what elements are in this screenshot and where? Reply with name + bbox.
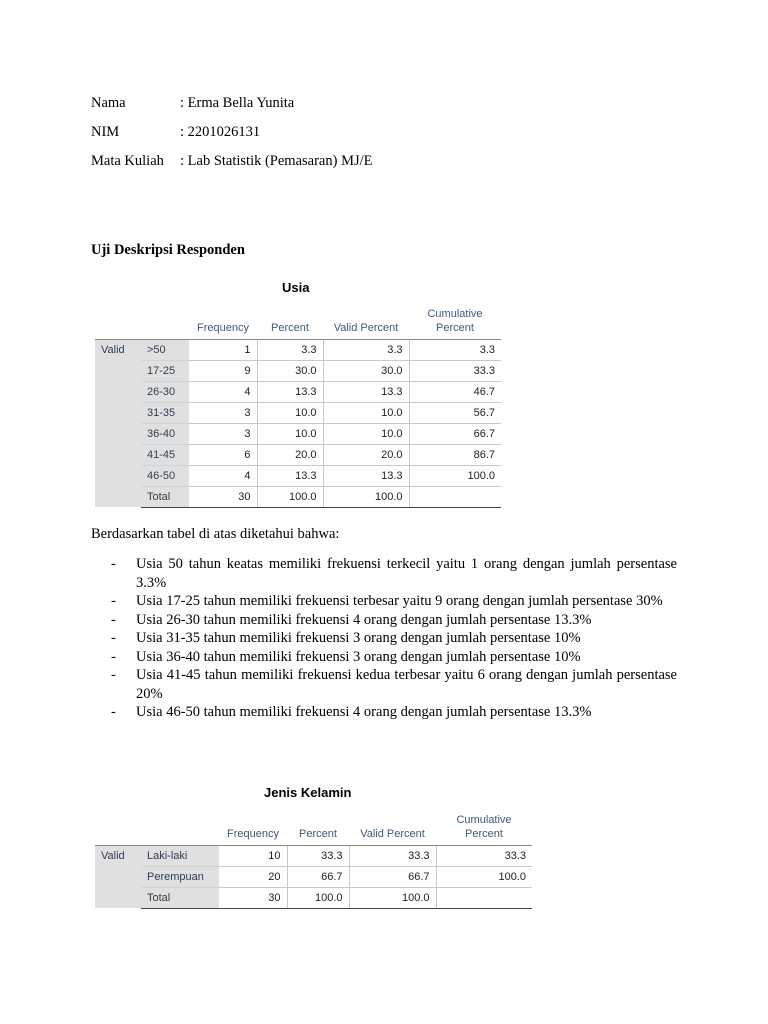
list-item-text: Usia 41-45 tahun memiliki frekuensi kedua terbesar yaitu 6 orang dengan jumlah persentase 20%: [136, 667, 677, 702]
bullet-dash: -: [111, 593, 116, 609]
cell-cumulative: 86.7: [409, 444, 501, 465]
info-label: Mata Kuliah: [91, 153, 164, 169]
bullet-dash: -: [111, 667, 116, 683]
cell-frequency: 4: [189, 381, 257, 402]
table-row-total: [95, 887, 532, 908]
cell-valid-percent: 10.0: [323, 402, 409, 423]
usia-table: [95, 301, 501, 508]
bullet-dash: -: [111, 630, 116, 646]
col-header: Frequency: [219, 807, 287, 845]
cell-cumulative: [409, 486, 501, 507]
findings-list: [91, 555, 677, 722]
cell-percent: 66.7: [287, 866, 349, 887]
cell-percent: 20.0: [257, 444, 323, 465]
cell-cumulative: 3.3: [409, 339, 501, 360]
cell-percent: 13.3: [257, 465, 323, 486]
bullet-dash: -: [111, 648, 116, 665]
list-item-text: Usia 50 tahun keatas memiliki frekuensi terkecil yaitu 1 orang dengan jumlah persentase 3.3%: [136, 556, 677, 591]
cell-frequency: 10: [219, 845, 287, 866]
cell-frequency: 1: [189, 339, 257, 360]
group-label: Valid: [95, 845, 141, 908]
list-item-text: Usia 17-25 tahun memiliki frekuensi terbesar yaitu 9 orang dengan jumlah persentase 30%: [136, 593, 663, 609]
cell-percent: 100.0: [257, 486, 323, 507]
col-header: Percent: [287, 807, 349, 845]
list-item-text: Usia 46-50 tahun memiliki frekuensi 4 orang dengan jumlah persentase 13.3%: [136, 704, 592, 720]
bullet-dash: -: [111, 556, 116, 572]
intro-paragraph: Berdasarkan tabel di atas diketahui bahwa:: [91, 526, 340, 542]
list-item: [91, 629, 677, 648]
row-label: 36-40: [141, 423, 189, 444]
cell-percent: 13.3: [257, 381, 323, 402]
cell-percent: 10.0: [257, 423, 323, 444]
table-row-total: [95, 486, 501, 507]
cell-valid-percent: 13.3: [323, 381, 409, 402]
bullet-dash: -: [111, 611, 116, 628]
cell-valid-percent: 3.3: [323, 339, 409, 360]
row-label: 17-25: [141, 360, 189, 381]
table-row: [95, 845, 532, 866]
row-label: Perempuan: [141, 866, 219, 887]
cell-percent: 30.0: [257, 360, 323, 381]
cell-percent: 100.0: [287, 887, 349, 908]
table-row: [95, 339, 501, 360]
gender-table-title: Jenis Kelamin: [264, 785, 352, 800]
row-label: 31-35: [141, 402, 189, 423]
col-header: Percent: [257, 301, 323, 339]
cell-percent: 3.3: [257, 339, 323, 360]
cell-cumulative: [436, 887, 532, 908]
list-item-text: Usia 26-30 tahun memiliki frekuensi 4 orang dengan jumlah persentase 13.3%: [136, 611, 592, 628]
table-row: [95, 465, 501, 486]
cell-percent: 10.0: [257, 402, 323, 423]
table-row: [95, 381, 501, 402]
cell-frequency: 6: [189, 444, 257, 465]
list-item: [91, 611, 677, 630]
section-heading: Uji Deskripsi Responden: [91, 242, 245, 258]
row-label: 41-45: [141, 444, 189, 465]
col-header: Cumulative Percent: [409, 301, 501, 339]
list-item: [91, 592, 677, 611]
info-value: : Lab Statistik (Pemasaran) MJ/E: [180, 153, 373, 169]
cell-cumulative: 46.7: [409, 381, 501, 402]
cell-frequency: 3: [189, 402, 257, 423]
cell-valid-percent: 100.0: [323, 486, 409, 507]
table-row: [95, 402, 501, 423]
cell-cumulative: 56.7: [409, 402, 501, 423]
list-item: [91, 555, 677, 592]
cell-valid-percent: 30.0: [323, 360, 409, 381]
col-header: Frequency: [189, 301, 257, 339]
cell-frequency: 30: [219, 887, 287, 908]
row-label: 26-30: [141, 381, 189, 402]
row-label: Total: [141, 887, 219, 908]
cell-frequency: 30: [189, 486, 257, 507]
cell-cumulative: 100.0: [409, 465, 501, 486]
cell-cumulative: 66.7: [409, 423, 501, 444]
cell-valid-percent: 10.0: [323, 423, 409, 444]
info-label: Nama: [91, 95, 126, 111]
cell-valid-percent: 13.3: [323, 465, 409, 486]
list-item-text: Usia 36-40 tahun memiliki frekuensi 3 orang dengan jumlah persentase 10%: [136, 648, 581, 665]
cell-frequency: 20: [219, 866, 287, 887]
table-row: [95, 360, 501, 381]
list-item: [91, 666, 677, 703]
col-header: Valid Percent: [349, 807, 436, 845]
cell-percent: 33.3: [287, 845, 349, 866]
bullet-dash: -: [111, 704, 116, 720]
cell-valid-percent: 20.0: [323, 444, 409, 465]
table-header-row: [95, 301, 501, 339]
col-header: Valid Percent: [323, 301, 409, 339]
info-label: NIM: [91, 124, 120, 140]
gender-table: [95, 807, 532, 909]
row-label: >50: [141, 339, 189, 360]
row-label: 46-50: [141, 465, 189, 486]
info-value: : 2201026131: [180, 124, 261, 140]
cell-frequency: 3: [189, 423, 257, 444]
table-row: [95, 866, 532, 887]
table-header-row: [95, 807, 532, 845]
col-header: Cumulative Percent: [436, 807, 532, 845]
cell-cumulative: 33.3: [436, 845, 532, 866]
table-row: [95, 444, 501, 465]
row-label: Total: [141, 486, 189, 507]
table-row: [95, 423, 501, 444]
cell-frequency: 9: [189, 360, 257, 381]
list-item: [91, 703, 677, 722]
cell-valid-percent: 100.0: [349, 887, 436, 908]
list-item-text: Usia 31-35 tahun memiliki frekuensi 3 orang dengan jumlah persentase 10%: [136, 630, 581, 646]
group-label: Valid: [95, 339, 141, 507]
cell-valid-percent: 33.3: [349, 845, 436, 866]
cell-frequency: 4: [189, 465, 257, 486]
list-item: [91, 648, 677, 667]
cell-cumulative: 33.3: [409, 360, 501, 381]
cell-valid-percent: 66.7: [349, 866, 436, 887]
usia-table-title: Usia: [282, 280, 310, 295]
info-value: : Erma Bella Yunita: [180, 95, 295, 111]
cell-cumulative: 100.0: [436, 866, 532, 887]
row-label: Laki-laki: [141, 845, 219, 866]
